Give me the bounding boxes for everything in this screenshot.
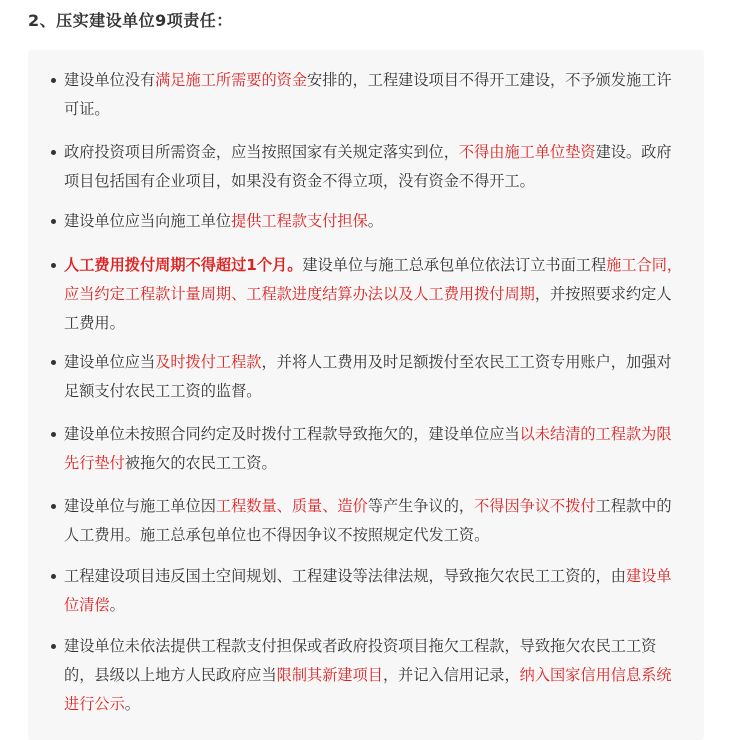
item-text: ，并按照要求约定人工费用。 [64,285,672,332]
item-highlight: 提供工程款支付担保 [231,212,368,230]
bullet-icon [51,574,56,579]
item-highlight: 不得因争议不拨付 [474,497,596,515]
item-text: 工程建设项目违反国土空间规划、工程建设等法律法规，导致拖欠农民工工资的，由 [64,567,626,585]
item-highlight: 不得由施工单位垫资 [458,143,596,161]
item-text: 建设单位未依法提供工程款支付担保或者政府投资项目拖欠工程款，导致拖欠农民工工资的，县级以上地方人民政府应当 [64,637,657,684]
item-text: 。 [367,212,383,230]
item-text: 被拖欠的农民工工资。 [124,454,277,472]
item-text: 政府投资项目所需资金，应当按照国家有关规定落实到位， [64,143,459,161]
section-heading: 2、压实建设单位9项责任： [28,11,233,30]
item-text: 建设单位未按照合同约定及时拨付工程款导致拖欠的，建设单位应当 [64,425,520,443]
item-text: 建设。政府项目包括国有企业项目，如果没有资金不得立项，没有资金不得开工。 [64,143,672,190]
item-highlight: 施工合同，应当约定工程款计量周期、工程款进度结算办法以及人工费用拨付周期 [64,256,683,303]
item-text: 。 [124,695,140,713]
item-text: ，并记入信用记录， [382,666,520,684]
item-text: ，并将人工费用及时足额拨付至农民工工资专用账户，加强对足额支付农民工工资的监督。 [64,353,672,400]
responsibilities-list [28,50,704,740]
list-item [64,66,684,124]
item-text: 安排的，工程建设项目不得开工建设，不予颁发施工许可证。 [64,71,672,118]
item-highlight: 以未结清的工程款为限先行垫付 [64,425,672,472]
bullet-icon [51,78,56,83]
item-text: 建设单位与施工总承包单位依法订立书面工程 [302,256,607,274]
list-item [64,492,684,550]
item-text: 建设单位应当 [64,353,156,371]
list-item [64,632,684,719]
item-text: 建设单位应当向施工单位 [64,212,232,230]
item-text: 。 [109,596,125,614]
item-text: 建设单位与施工单位因 [64,497,216,515]
bullet-icon [51,644,56,649]
bullet-icon [51,504,56,509]
item-text: 工程款中的人工费用。施工总承包单位也不得因争议不按照规定代发工资。 [64,497,672,544]
list-item [64,420,684,478]
item-highlight: 纳入国家信用信息系统进行公示 [64,666,672,713]
list-item [64,348,684,406]
list-item [64,138,684,196]
bullet-icon [51,219,56,224]
bullet-icon [51,360,56,365]
item-highlight: 满足施工所需要的资金 [155,71,307,89]
list-item [64,562,684,620]
bullet-icon [51,432,56,437]
item-highlight: 建设单位清偿 [64,567,672,614]
bullet-icon [51,263,56,268]
bullet-icon [51,150,56,155]
item-text: 建设单位没有 [64,71,156,89]
list-item [64,207,684,236]
item-highlight: 及时拨付工程款 [155,353,262,371]
item-highlight: 工程数量、质量、造价 [215,497,368,515]
item-highlight: 限制其新建项目 [276,666,383,684]
item-bold-highlight: 人工费用拨付周期不得超过1个月。 [64,256,303,274]
item-text: 等产生争议的， [367,497,475,515]
list-item [64,251,684,338]
